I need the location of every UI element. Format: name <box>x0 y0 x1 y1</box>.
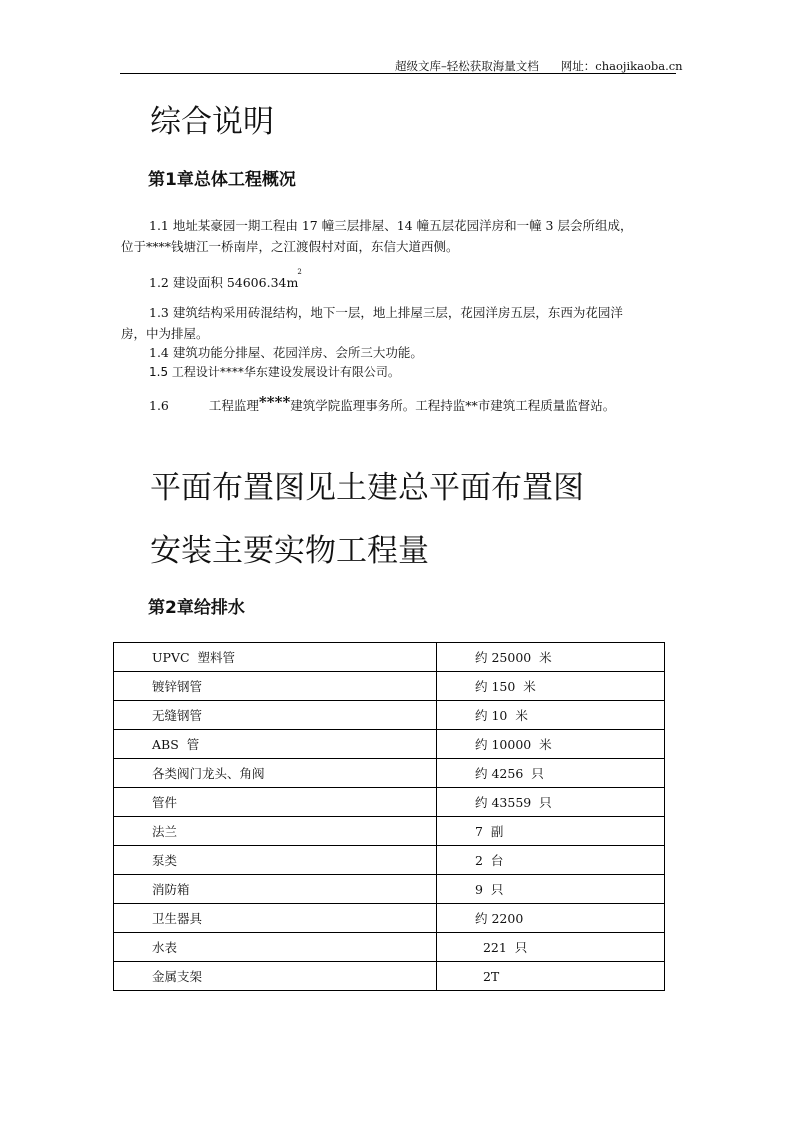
quantity-cell: 约 43559 只 <box>437 788 665 817</box>
install-heading: 安装主要实物工程量 <box>150 533 429 569</box>
quantity-cell: 约 10000 米 <box>437 730 665 759</box>
quantity-cell: 约 10 米 <box>437 701 665 730</box>
document-title: 综合说明 <box>150 104 274 140</box>
para-1-1-cont: 位于****钱塘江一桥南岸，之江渡假村对面，东信大道西侧。 <box>121 239 459 254</box>
table-row <box>114 759 665 788</box>
item-cell: 金属支架 <box>114 962 437 991</box>
chapter1-heading: 第1章总体工程概况 <box>148 170 296 190</box>
table-row <box>114 672 665 701</box>
item-cell: 管件 <box>114 788 437 817</box>
page-header <box>395 58 683 74</box>
table-row <box>114 933 665 962</box>
header-rule <box>120 73 676 74</box>
quantity-cell: 约 25000 米 <box>437 643 665 672</box>
table-row <box>114 817 665 846</box>
table-row <box>114 643 665 672</box>
quantity-cell: 221 只 <box>437 933 665 962</box>
header-url: 网址：chaojikaoba.cn <box>560 59 683 73</box>
item-cell: UPVC 塑料管 <box>114 643 437 672</box>
quantity-cell: 约 4256 只 <box>437 759 665 788</box>
para-1-2 <box>149 267 302 291</box>
para-1-3: 1.3 建筑结构采用砖混结构，地下一层，地上排屋三层，花园洋房五层，东西为花园洋 <box>149 305 623 320</box>
quantity-cell: 7 副 <box>437 817 665 846</box>
table-row <box>114 962 665 991</box>
item-cell: 镀锌钢管 <box>114 672 437 701</box>
para-1-2-text: 1.2 建设面积 54606.34m <box>149 275 299 290</box>
para-1-6 <box>149 393 616 414</box>
header-site: 超级文库–轻松获取海量文档 <box>395 59 539 73</box>
layout-heading: 平面布置图见土建总平面布置图 <box>150 470 584 506</box>
item-cell: 无缝钢管 <box>114 701 437 730</box>
table-row <box>114 904 665 933</box>
table-row <box>114 788 665 817</box>
quantities-table <box>113 642 665 991</box>
table-row <box>114 875 665 904</box>
table-row <box>114 730 665 759</box>
item-cell: 卫生器具 <box>114 904 437 933</box>
superscript: 2 <box>297 267 302 276</box>
quantity-cell: 约 150 米 <box>437 672 665 701</box>
item-cell: 法兰 <box>114 817 437 846</box>
quantity-cell: 9 只 <box>437 875 665 904</box>
table-row <box>114 846 665 875</box>
para-1-6-text-b: 建筑学院监理事务所。工程持监**市建筑工程质量监督站。 <box>290 398 616 413</box>
para-1-6-number: 1.6 <box>149 398 169 413</box>
chapter2-heading: 第2章给排水 <box>148 598 245 618</box>
item-cell: ABS 管 <box>114 730 437 759</box>
item-cell: 各类阀门龙头、角阀 <box>114 759 437 788</box>
item-cell: 水表 <box>114 933 437 962</box>
quantity-cell: 约 2200 <box>437 904 665 933</box>
para-1-3-cont: 房，中为排屋。 <box>121 326 209 341</box>
table-row <box>114 701 665 730</box>
para-1-6-text-a: 工程监理 <box>208 398 259 413</box>
para-1-1: 1.1 地址某豪园一期工程由 17 幢三层排屋、14 幢五层花园洋房和一幢 3 层会所组成， <box>149 218 633 233</box>
para-1-5: 1.5 工程设计****华东建设发展设计有限公司。 <box>149 365 400 379</box>
quantity-cell: 2 台 <box>437 846 665 875</box>
para-1-6-stars: **** <box>258 393 291 411</box>
item-cell: 消防箱 <box>114 875 437 904</box>
para-1-4: 1.4 建筑功能分排屋、花园洋房、会所三大功能。 <box>149 345 423 360</box>
item-cell: 泵类 <box>114 846 437 875</box>
quantity-cell: 2T <box>437 962 665 991</box>
